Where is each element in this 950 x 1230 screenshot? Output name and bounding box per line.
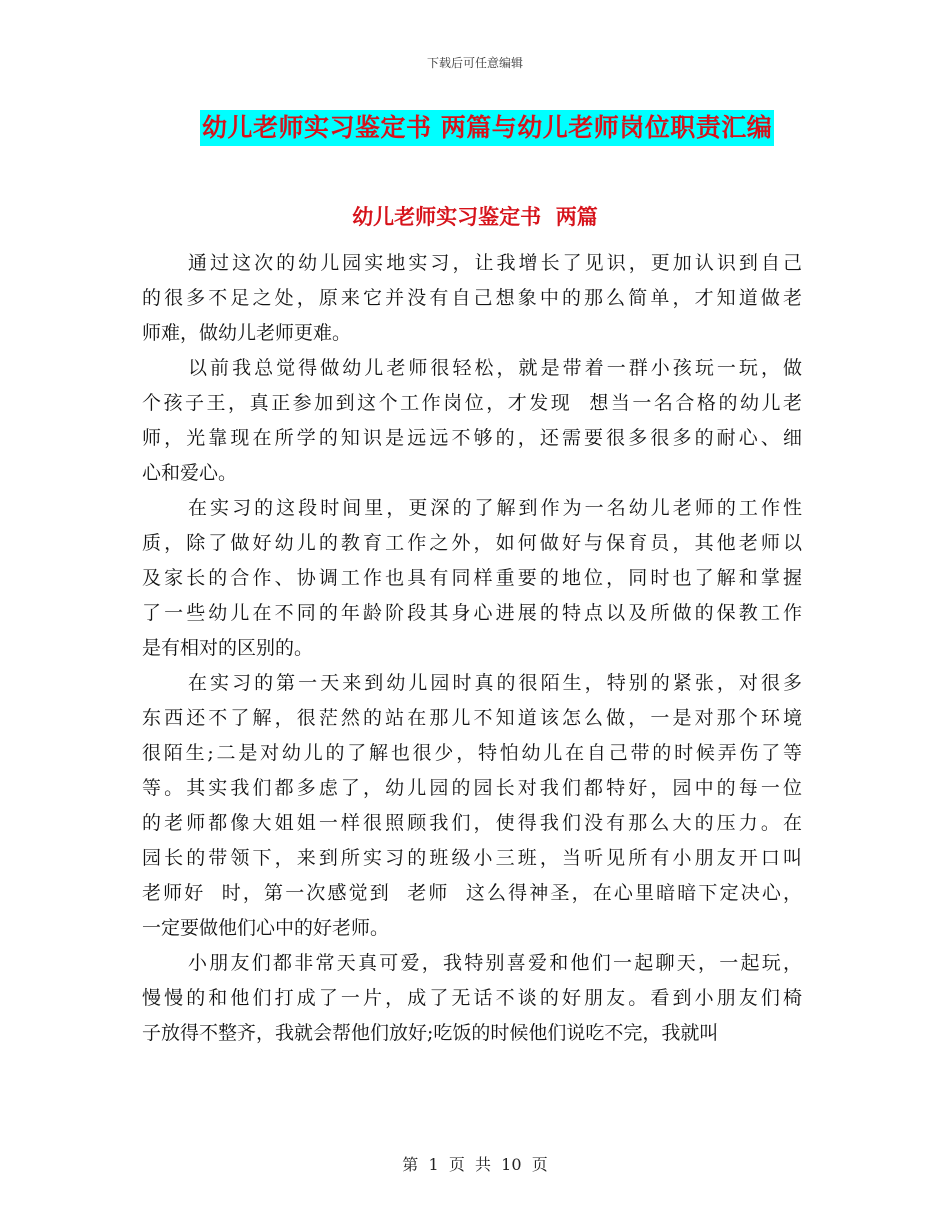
paragraph — [142, 351, 802, 491]
paragraph-line: 心和爱心。 — [142, 462, 238, 484]
paragraph-line: 东西还不了解，很茫然的站在那儿不知道该怎么做，一是对那个环境 — [142, 707, 802, 729]
page-number: 第 1 页 共 10 页 — [402, 1155, 548, 1174]
paragraph-line: 是有相对的区别的。 — [142, 637, 314, 659]
paragraph-line: 通过这次的幼儿园实地实习，让我增长了见识，更加认识到自己 — [188, 252, 802, 274]
paragraph-line: 了一些幼儿在不同的年龄阶段其身心进展的特点以及所做的保教工作 — [142, 602, 802, 624]
page-header-note: 下载后可任意编辑 — [426, 56, 523, 70]
paragraph — [142, 666, 802, 946]
paragraph — [142, 491, 802, 666]
paragraph-line: 师难，做幼儿老师更难。 — [142, 322, 352, 344]
paragraph-line: 等。其实我们都多虑了，幼儿园的园长对我们都特好，园中的每一位 — [142, 777, 802, 799]
sub-title: 幼儿老师实习鉴定书 两篇 — [352, 204, 598, 229]
paragraph-line: 师，光靠现在所学的知识是远远不够的，还需要很多很多的耐心、细 — [142, 427, 802, 449]
paragraph-line: 在实习的这段时间里，更深的了解到作为一名幼儿老师的工作性 — [188, 497, 802, 519]
paragraph-line: 很陌生;二是对幼儿的了解也很少，特怕幼儿在自己带的时候弄伤了等 — [142, 742, 802, 764]
paragraph-line: 园长的带领下，来到所实习的班级小三班，当听见所有小朋友开口叫 — [142, 847, 802, 869]
main-title: 幼儿老师实习鉴定书 两篇与幼儿老师岗位职责汇编 — [200, 110, 774, 146]
document-body — [142, 246, 802, 1051]
paragraph-line: 在实习的第一天来到幼儿园时真的很陌生，特别的紧张，对很多 — [188, 672, 802, 694]
main-title-container — [200, 110, 800, 146]
paragraph-line: 小朋友们都非常天真可爱，我特别喜爱和他们一起聊天，一起玩， — [188, 952, 802, 974]
paragraph — [142, 946, 802, 1051]
paragraph-line: 子放得不整齐，我就会帮他们放好;吃饭的时候他们说吃不完，我就叫 — [142, 1022, 719, 1044]
paragraph-line: 以前我总觉得做幼儿老师很轻松，就是带着一群小孩玩一玩，做 — [188, 357, 802, 379]
paragraph — [142, 246, 802, 351]
paragraph-line: 慢慢的和他们打成了一片，成了无话不谈的好朋友。看到小朋友们椅 — [142, 987, 802, 1009]
paragraph-line: 的老师都像大姐姐一样很照顾我们，使得我们没有那么大的压力。在 — [142, 812, 802, 834]
paragraph-line: 个孩子王，真正参加到这个工作岗位，才发现 想当一名合格的幼儿老 — [142, 392, 802, 414]
paragraph-line: 一定要做他们心中的好老师。 — [142, 917, 390, 939]
paragraph-line: 的很多不足之处，原来它并没有自己想象中的那么简单，才知道做老 — [142, 287, 802, 309]
paragraph-line: 及家长的合作、协调工作也具有同样重要的地位，同时也了解和掌握 — [142, 567, 802, 589]
paragraph-line: 质，除了做好幼儿的教育工作之外，如何做好与保育员，其他老师以 — [142, 532, 802, 554]
paragraph-line: 老师好 时，第一次感觉到 老师 这么得神圣，在心里暗暗下定决心， — [142, 882, 802, 904]
